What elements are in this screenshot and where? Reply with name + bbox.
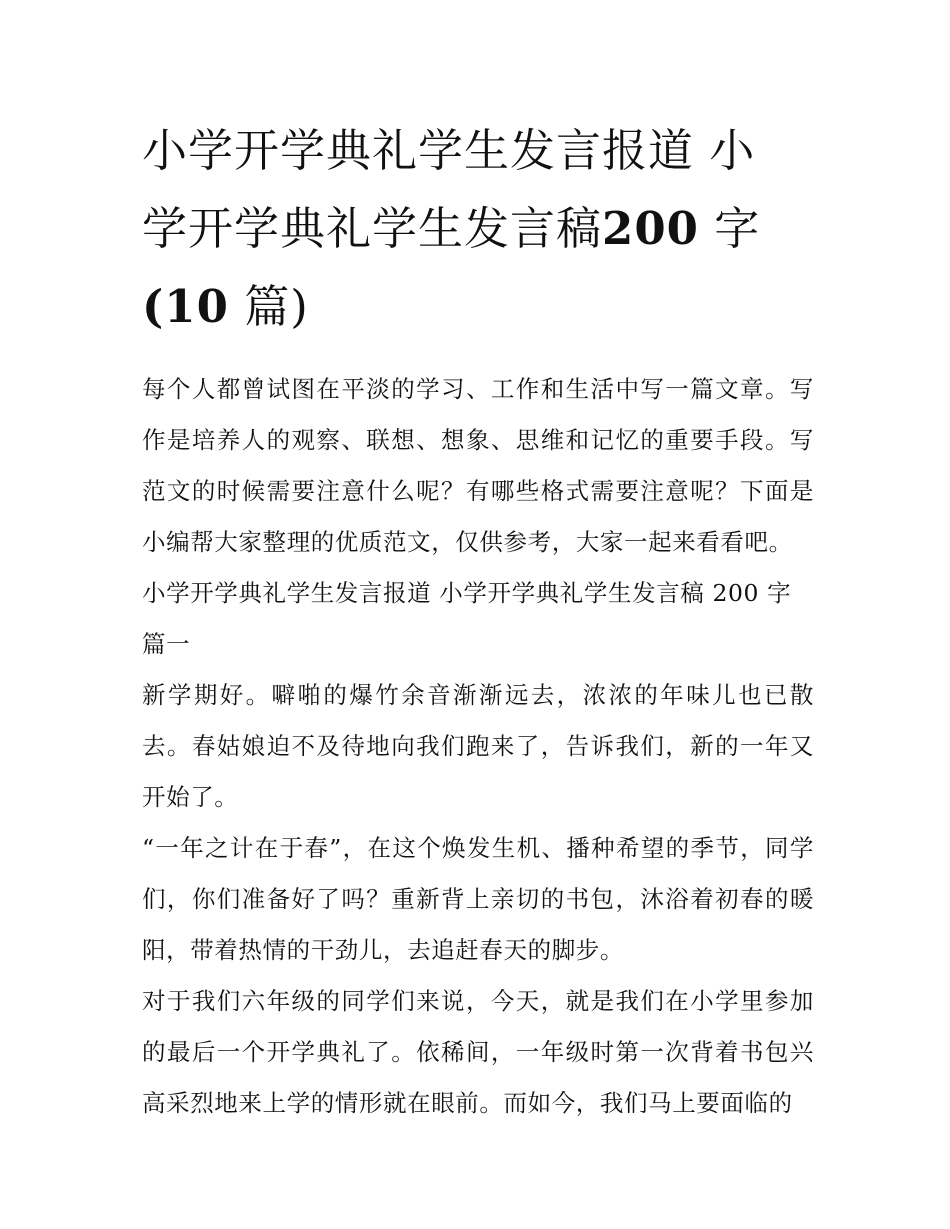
title-line-1: 小学开学典礼学生发言报道 小 (142, 124, 756, 177)
title-line-2-text: 学开学典礼学生发言稿 (142, 202, 603, 255)
section-label: 篇一 (142, 630, 191, 658)
document-title (142, 112, 814, 346)
title-line-2-end: 字 (698, 202, 761, 255)
title-line-3-end: 篇) (228, 280, 309, 333)
body-paragraph-2: “一年之计在于春”，在这个焕发生机、播种希望的季节，同学们，你们准备好了吗？重新背上亲切的书包，沐浴着初春的暖阳，带着热情的干劲儿，去追赶春天的脚步。 (142, 834, 814, 964)
body-paragraph-1: 新学期好。噼啪的爆竹余音渐渐远去，浓浓的年味儿也已散去。春姑娘迫不及待地向我们跑来了，告诉我们，新的一年又开始了。 (142, 681, 814, 811)
body-paragraph-3: 对于我们六年级的同学们来说，今天，就是我们在小学里参加的最后一个开学典礼了。依稀间，一年级时第一次背着书包兴高采烈地来上学的情形就在眼前。而如今，我们马上要面临的 (142, 987, 814, 1117)
title-line-2-number: 200 (602, 202, 699, 255)
title-line-3-number: (10 (142, 280, 229, 333)
document-page (142, 112, 814, 1129)
article-subtitle: 小学开学典礼学生发言报道 小学开学典礼学生发言稿 200 字 (142, 579, 792, 607)
intro-paragraph: 每个人都曾试图在平淡的学习、工作和生活中写一篇文章。写作是培养人的观察、联想、想象、思维和记忆的重要手段。写范文的时候需要注意什么呢？有哪些格式需要注意呢？下面是小编帮大家整理的优质范文，仅供参考，大家一起来看看吧。 (142, 375, 814, 556)
